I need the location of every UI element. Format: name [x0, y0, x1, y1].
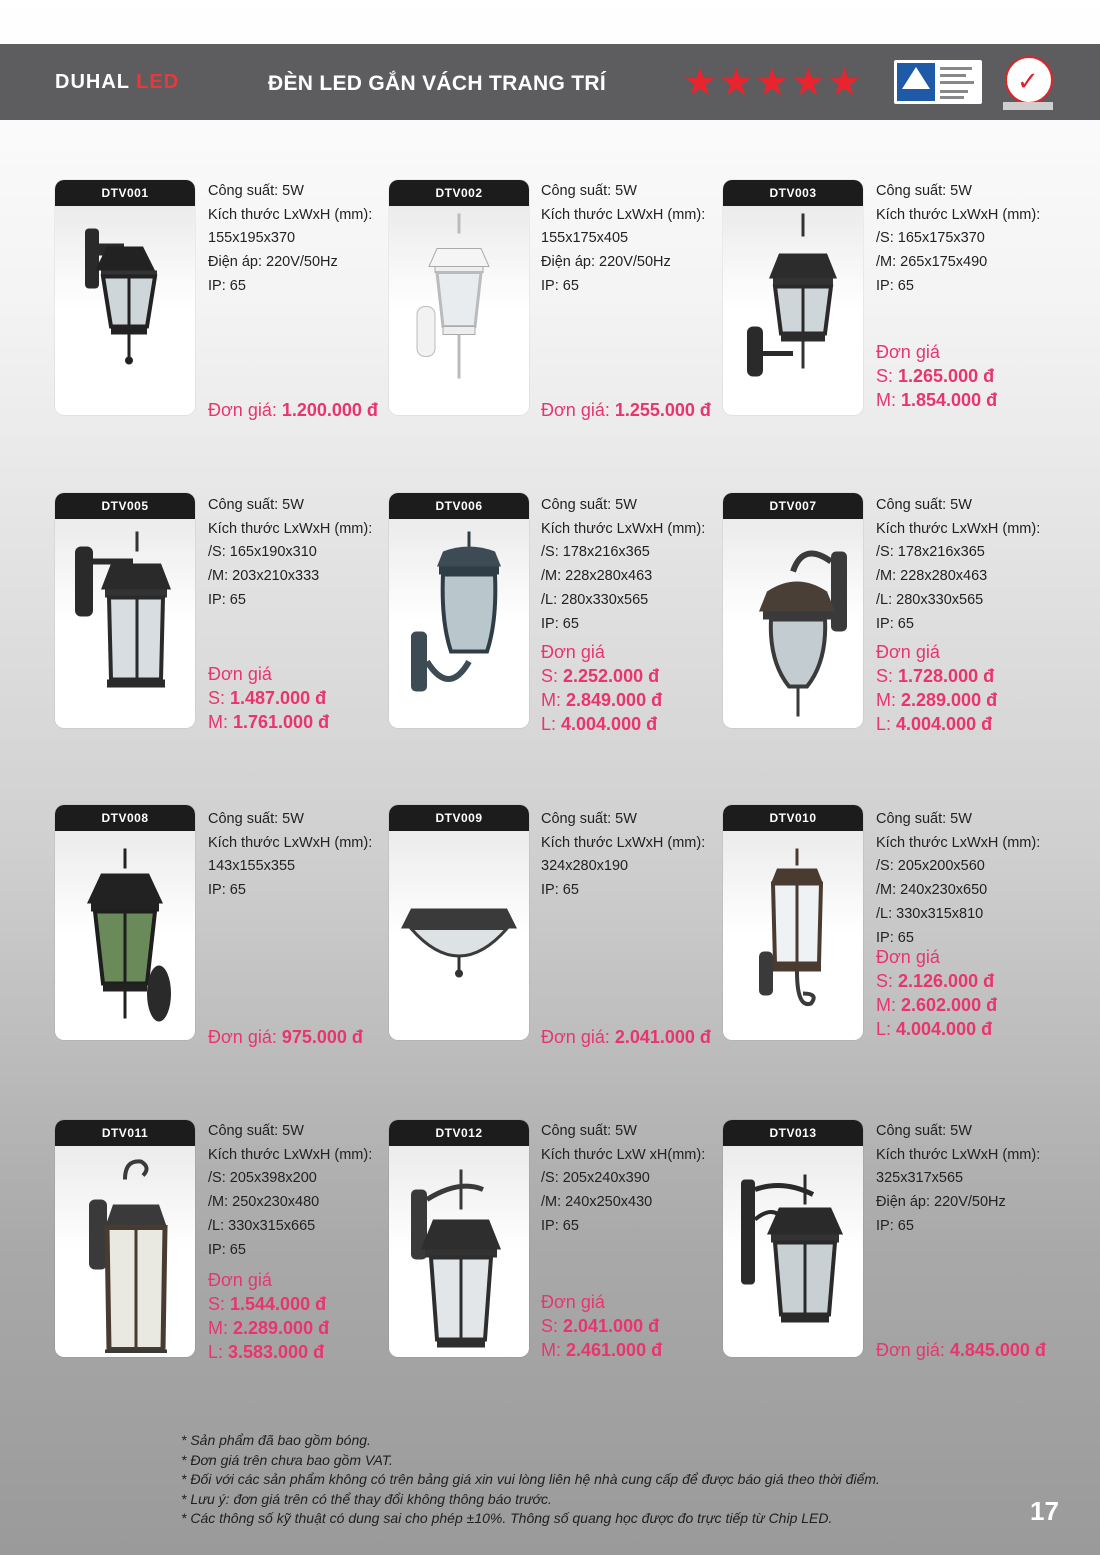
product-card [723, 493, 863, 728]
spec-line: Kích thước LxWxH (mm): [208, 1146, 373, 1163]
lamp-product-image [389, 831, 529, 1036]
spec-line: /L: 280x330x565 [541, 591, 649, 608]
product-code: DTV010 [723, 805, 863, 831]
spec-line: /S: 205x398x200 [208, 1170, 317, 1187]
star-icon: ★ [683, 62, 718, 104]
spec-line: Kích thước LxWxH (mm): [876, 520, 1041, 537]
size-label: L: [876, 714, 897, 734]
lamp-product-image [55, 831, 195, 1036]
price-value: 1.544.000 đ [230, 1294, 327, 1314]
spec-line: IP: 65 [208, 277, 246, 294]
price-value: 3.583.000 đ [228, 1342, 325, 1362]
product-price [541, 1025, 711, 1049]
product-price [541, 640, 662, 736]
lamp-product-image [55, 1146, 195, 1353]
lamp-product-image [723, 1146, 863, 1353]
product-code: DTV009 [389, 805, 529, 831]
spec-line: 143x155x355 [208, 858, 296, 875]
footnotes [181, 1431, 880, 1529]
spec-line: Công suất: 5W [541, 811, 637, 827]
brand-logo: DUHAL LED [55, 71, 180, 93]
product-specs [208, 1120, 383, 1262]
footnote: * Sản phẩm đã bao gồm bóng. [181, 1432, 371, 1448]
spec-line: /M: 240x230x650 [876, 882, 988, 899]
spec-line: Điện áp: 220V/50Hz [876, 1194, 1006, 1211]
product-code: DTV008 [55, 805, 195, 831]
product-card [55, 180, 195, 415]
spec-line: 325x317x565 [876, 1170, 964, 1187]
lamp-product-image [723, 831, 863, 1036]
price-row [208, 1292, 329, 1316]
product-specs [541, 1120, 716, 1239]
product-card [55, 493, 195, 728]
product-price [876, 945, 997, 1041]
spec-line: /M: 250x230x480 [208, 1194, 320, 1211]
size-label: M: [876, 390, 901, 410]
size-label: M: [541, 690, 566, 710]
size-label: S: [541, 666, 564, 686]
lamp-product-image [389, 1146, 529, 1353]
product-code: DTV007 [723, 493, 863, 519]
price-value: 2.602.000 đ [901, 995, 998, 1015]
page-header [0, 44, 1100, 120]
price-row [541, 1338, 662, 1362]
product-price [208, 1268, 329, 1364]
price-row [876, 993, 997, 1017]
price-value: 2.041.000 đ [614, 1027, 711, 1047]
price-row [541, 688, 662, 712]
price-value: 2.126.000 đ [898, 971, 995, 991]
price-row [876, 712, 997, 736]
spec-line: 324x280x190 [541, 858, 629, 875]
spec-line: IP: 65 [208, 591, 246, 608]
price-value: 4.004.000 đ [896, 714, 993, 734]
price-value: 4.004.000 đ [896, 1019, 993, 1039]
size-label: L: [876, 1019, 897, 1039]
spec-line: Công suất: 5W [876, 811, 972, 827]
spec-line: Công suất: 5W [876, 183, 972, 199]
spec-line: /L: 330x315x810 [876, 905, 984, 922]
spec-line: /S: 165x190x310 [208, 544, 317, 561]
spec-line: /L: 280x330x565 [876, 591, 984, 608]
spec-line: Kích thước LxWxH (mm): [208, 206, 373, 223]
spec-line: 155x195x370 [208, 230, 296, 247]
page-number: 17 [1030, 1496, 1059, 1526]
spec-line: /S: 178x216x365 [876, 544, 985, 561]
footnote: * Đơn giá trên chưa bao gồm VAT. [181, 1451, 393, 1468]
footnote: * Lưu ý: đơn giá trên có thể thay đổi không thông báo trước. [181, 1490, 552, 1507]
product-price [541, 398, 711, 422]
product-code: DTV012 [389, 1120, 529, 1146]
price-label: Đơn giá [876, 342, 940, 362]
size-label: M: [541, 1340, 566, 1360]
price-value: 2.041.000 đ [563, 1316, 660, 1336]
spec-line: Điện áp: 220V/50Hz [541, 254, 671, 271]
product-card [723, 180, 863, 415]
spec-line: /S: 165x175x370 [876, 230, 985, 247]
spec-line: IP: 65 [876, 929, 914, 946]
price-value: 1.200.000 đ [281, 400, 378, 420]
spec-line: Công suất: 5W [541, 183, 637, 199]
spec-line: Công suất: 5W [541, 1123, 637, 1139]
product-card [55, 805, 195, 1040]
price-value: 2.252.000 đ [563, 666, 660, 686]
spec-line: Kích thước LxWxH (mm): [541, 834, 706, 851]
product-specs [876, 180, 1051, 299]
page-title: ĐÈN LED GẮN VÁCH TRANG TRÍ [268, 72, 606, 95]
spec-line: /L: 330x315x665 [208, 1217, 316, 1234]
price-label: Đơn giá [541, 642, 605, 662]
size-label: S: [208, 1294, 231, 1314]
size-label: M: [876, 995, 901, 1015]
product-price [208, 398, 378, 422]
product-code: DTV011 [55, 1120, 195, 1146]
product-specs [208, 808, 383, 903]
price-value: 1.854.000 đ [901, 390, 998, 410]
product-price [876, 640, 997, 736]
price-row [876, 1017, 997, 1041]
spec-line: IP: 65 [541, 277, 579, 294]
product-specs [541, 494, 716, 636]
product-card [55, 1120, 195, 1357]
spec-line: /M: 228x280x463 [876, 568, 988, 585]
size-label: S: [208, 688, 231, 708]
spec-line: Điện áp: 220V/50Hz [208, 254, 338, 271]
spec-line: Công suất: 5W [208, 497, 304, 513]
spec-line: Công suất: 5W [208, 183, 304, 199]
product-code: DTV003 [723, 180, 863, 206]
lamp-product-image [55, 206, 195, 411]
spec-line: IP: 65 [208, 882, 246, 899]
spec-line: IP: 65 [541, 615, 579, 632]
product-specs [208, 494, 383, 613]
price-label: Đơn giá: [541, 400, 615, 420]
size-label: M: [876, 690, 901, 710]
star-icon: ★ [791, 62, 826, 104]
price-row [541, 1314, 662, 1338]
price-value: 2.289.000 đ [901, 690, 998, 710]
footnote: * Các thông số kỹ thuật có dung sai cho phép ±10%. Thông số quang học được đo trực tiếp từ Chip LED. [181, 1510, 833, 1526]
price-label: Đơn giá [208, 664, 272, 684]
footnote: * Đối với các sản phẩm không có trên bảng giá xin vui lòng liên hệ nhà cung cấp để được báo giá theo thời điểm. [181, 1471, 880, 1487]
price-value: 1.255.000 đ [614, 400, 711, 420]
price-value: 1.761.000 đ [233, 712, 330, 732]
price-label: Đơn giá [876, 947, 940, 967]
size-label: L: [208, 1342, 229, 1362]
spec-line: IP: 65 [208, 1241, 246, 1258]
price-row [208, 1340, 329, 1364]
price-value: 2.849.000 đ [566, 690, 663, 710]
price-value: 2.289.000 đ [233, 1318, 330, 1338]
size-label: S: [541, 1316, 564, 1336]
spec-line: Kích thước LxWxH (mm): [208, 834, 373, 851]
product-code: DTV005 [55, 493, 195, 519]
price-label: Đơn giá [208, 1270, 272, 1290]
price-value: 1.487.000 đ [230, 688, 327, 708]
spec-line: Kích thước LxW xH(mm): [541, 1146, 706, 1163]
price-row [208, 686, 329, 710]
spec-line: Công suất: 5W [208, 1123, 304, 1139]
product-specs [541, 808, 716, 903]
spec-line: /M: 265x175x490 [876, 254, 988, 271]
product-code: DTV006 [389, 493, 529, 519]
product-code: DTV013 [723, 1120, 863, 1146]
spec-line: IP: 65 [541, 1217, 579, 1234]
size-label: M: [208, 712, 233, 732]
rating-stars [683, 64, 861, 102]
price-label: Đơn giá: [208, 1027, 282, 1047]
spec-line: IP: 65 [876, 277, 914, 294]
spec-line: Kích thước LxWxH (mm): [876, 1146, 1041, 1163]
size-label: S: [876, 971, 899, 991]
price-row [541, 664, 662, 688]
product-specs [876, 808, 1051, 950]
product-card [723, 805, 863, 1040]
spec-line: Kích thước LxWxH (mm): [541, 520, 706, 537]
tuv-certification-badge [894, 60, 982, 104]
size-label: M: [208, 1318, 233, 1338]
spec-line: Kích thước LxWxH (mm): [876, 206, 1041, 223]
spec-line: Công suất: 5W [876, 497, 972, 513]
spec-line: /S: 178x216x365 [541, 544, 650, 561]
spec-line: 155x175x405 [541, 230, 629, 247]
price-value: 4.845.000 đ [949, 1340, 1046, 1360]
spec-line: Công suất: 5W [208, 811, 304, 827]
spec-line: Kích thước LxWxH (mm): [208, 520, 373, 537]
size-label: L: [541, 714, 562, 734]
product-price [208, 662, 329, 734]
product-specs [208, 180, 383, 299]
lamp-product-image [389, 206, 529, 411]
price-row [876, 364, 997, 388]
product-card [389, 493, 529, 728]
price-value: 4.004.000 đ [561, 714, 658, 734]
product-price [876, 340, 997, 412]
spec-line: IP: 65 [876, 1217, 914, 1234]
spec-line: Kích thước LxWxH (mm): [876, 834, 1041, 851]
price-value: 1.265.000 đ [898, 366, 995, 386]
lamp-product-image [55, 519, 195, 724]
spec-line: Kích thước LxWxH (mm): [541, 206, 706, 223]
spec-line: Công suất: 5W [876, 1123, 972, 1139]
star-icon: ★ [755, 62, 790, 104]
spec-line: /M: 240x250x430 [541, 1194, 653, 1211]
price-row [876, 688, 997, 712]
product-price [876, 1338, 1046, 1362]
size-label: S: [876, 366, 899, 386]
product-card [389, 180, 529, 415]
spec-line: /S: 205x240x390 [541, 1170, 650, 1187]
lamp-product-image [723, 206, 863, 411]
spec-line: IP: 65 [876, 615, 914, 632]
price-row [876, 664, 997, 688]
spec-line: Công suất: 5W [541, 497, 637, 513]
vietnam-quality-badge: ✓ [1003, 54, 1053, 112]
star-icon: ★ [827, 62, 862, 104]
product-code: DTV002 [389, 180, 529, 206]
spec-line: /M: 203x210x333 [208, 568, 320, 585]
product-card [389, 1120, 529, 1357]
price-row [208, 1316, 329, 1340]
price-label: Đơn giá: [541, 1027, 615, 1047]
price-label: Đơn giá [541, 1292, 605, 1312]
lamp-product-image [389, 519, 529, 724]
price-value: 2.461.000 đ [566, 1340, 663, 1360]
product-card [389, 805, 529, 1040]
product-price [541, 1290, 662, 1362]
price-row [541, 712, 662, 736]
price-label: Đơn giá: [208, 400, 282, 420]
product-price [208, 1025, 363, 1049]
spec-line: /S: 205x200x560 [876, 858, 985, 875]
product-specs [876, 494, 1051, 636]
price-row [876, 388, 997, 412]
lamp-product-image [723, 519, 863, 724]
spec-line: /M: 228x280x463 [541, 568, 653, 585]
product-specs [876, 1120, 1051, 1239]
price-label: Đơn giá [876, 642, 940, 662]
product-specs [541, 180, 716, 299]
product-card [723, 1120, 863, 1357]
spec-line: IP: 65 [541, 882, 579, 899]
size-label: S: [876, 666, 899, 686]
price-value: 975.000 đ [281, 1027, 363, 1047]
price-row [208, 710, 329, 734]
price-row [876, 969, 997, 993]
star-icon: ★ [719, 62, 754, 104]
price-label: Đơn giá: [876, 1340, 950, 1360]
price-value: 1.728.000 đ [898, 666, 995, 686]
product-code: DTV001 [55, 180, 195, 206]
